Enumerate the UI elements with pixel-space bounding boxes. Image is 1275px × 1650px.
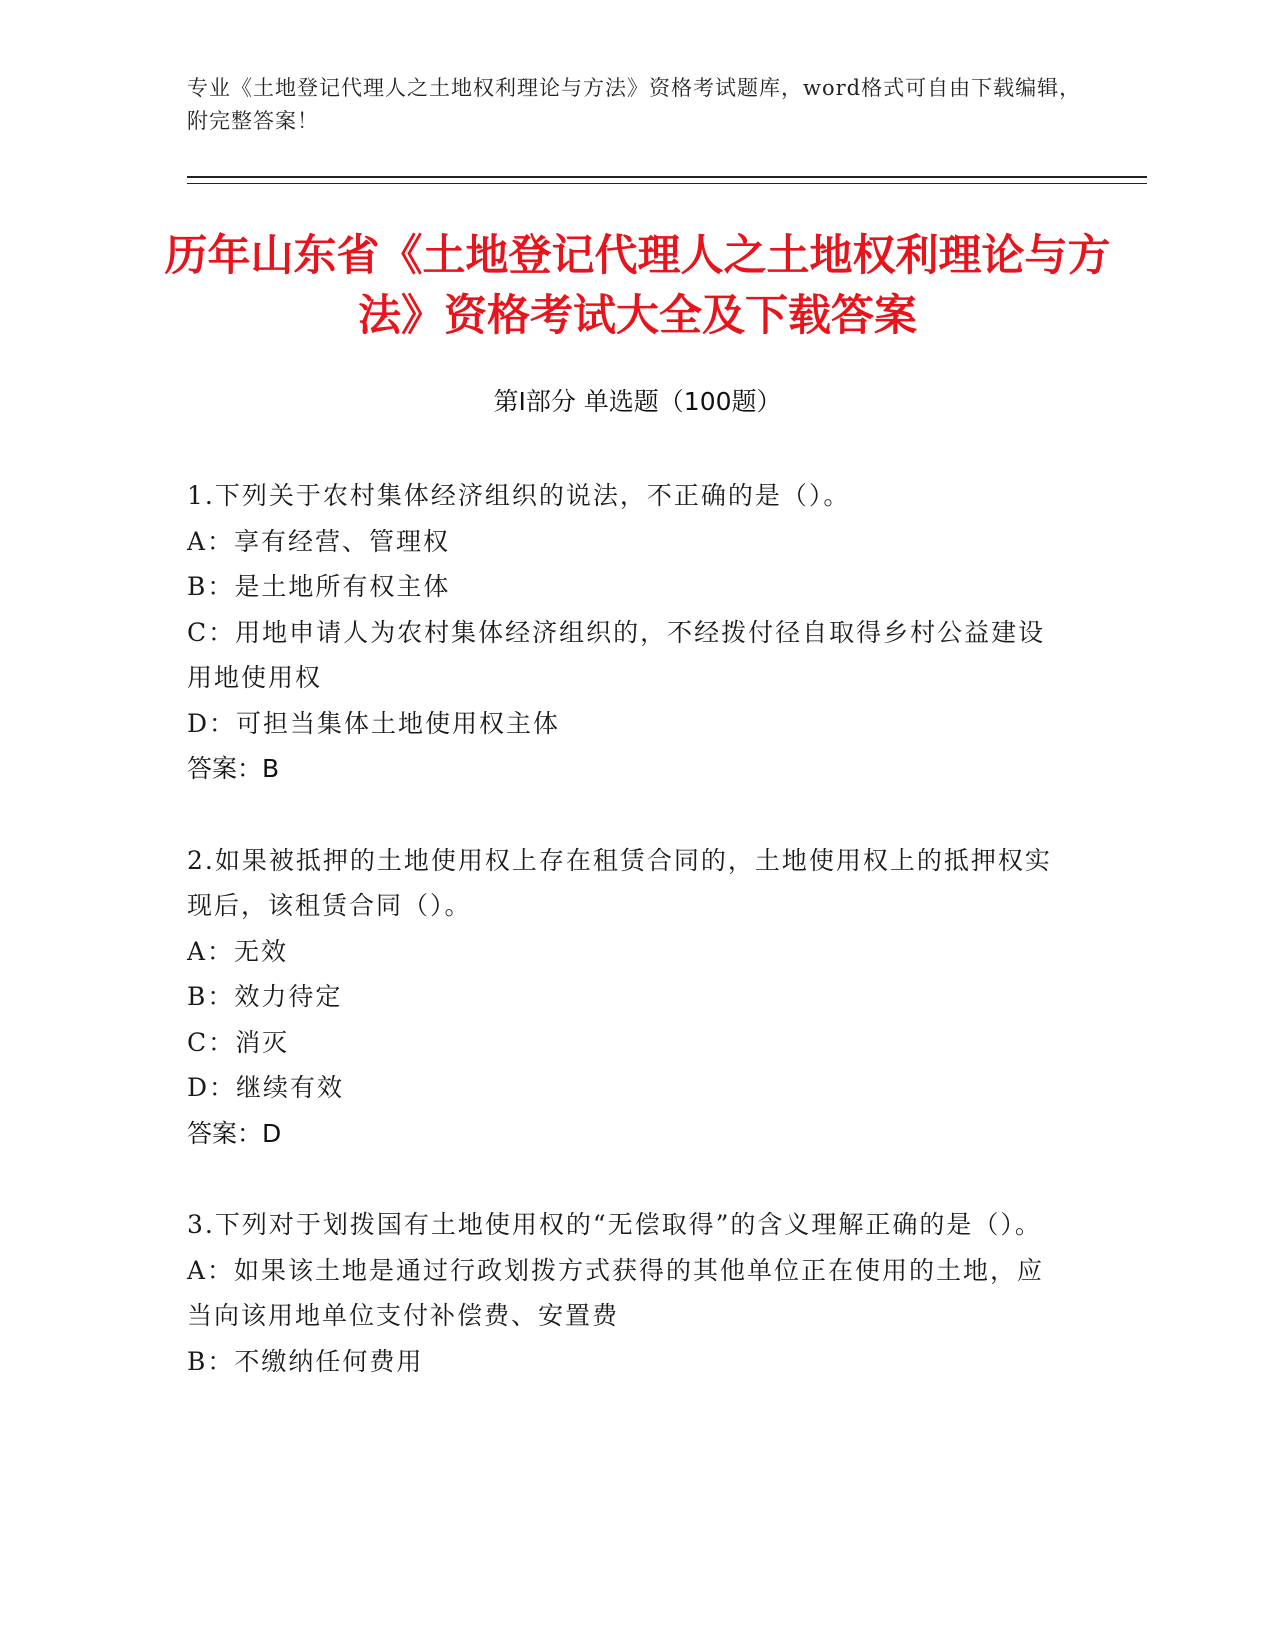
option-b: B：是土地所有权主体 (187, 572, 451, 601)
question-stem: 2.如果被抵押的土地使用权上存在租赁合同的，土地使用权上的抵押权实现后，该租赁合同（）。 (187, 845, 1052, 920)
header-note: 专业《土地登记代理人之土地权利理论与方法》资格考试题库，word格式可自由下载编辑，附完整答案！ (187, 76, 1082, 133)
option-a: A：无效 (187, 936, 289, 966)
option-c: C：消灭 (187, 1027, 290, 1057)
option-b: B：效力待定 (187, 982, 343, 1011)
option-d: D：可担当集体土地使用权主体 (187, 708, 561, 738)
answer: 答案：D (187, 1118, 282, 1148)
option-d: D：继续有效 (187, 1073, 345, 1102)
header-divider-thick (187, 176, 1147, 178)
option-a: A：享有经营、管理权 (187, 526, 451, 556)
question-2 (187, 838, 1067, 1157)
question-stem: 1.下列关于农村集体经济组织的说法，不正确的是（）。 (187, 481, 851, 510)
question-list (187, 473, 1067, 1430)
answer: 答案：B (187, 754, 280, 783)
question-1 (187, 473, 1067, 792)
header-divider-thin (187, 183, 1147, 184)
option-c: C：用地申请人为农村集体经济组织的，不经拨付径自取得乡村公益建设用地使用权 (187, 617, 1046, 692)
option-a: A：如果该土地是通过行政划拨方式获得的其他单位正在使用的土地，应当向该用地单位支付补偿费、安置费 (187, 1255, 1045, 1330)
document-title: 历年山东省《土地登记代理人之土地权利理论与方法》资格考试大全及下载答案 (164, 231, 1111, 341)
section-heading: 第I部分 单选题（100题） (493, 387, 782, 416)
option-b: B：不缴纳任何费用 (187, 1346, 424, 1376)
question-stem: 3.下列对于划拨国有土地使用权的“无偿取得”的含义理解正确的是（）。 (187, 1210, 1042, 1239)
question-3 (187, 1202, 1067, 1384)
